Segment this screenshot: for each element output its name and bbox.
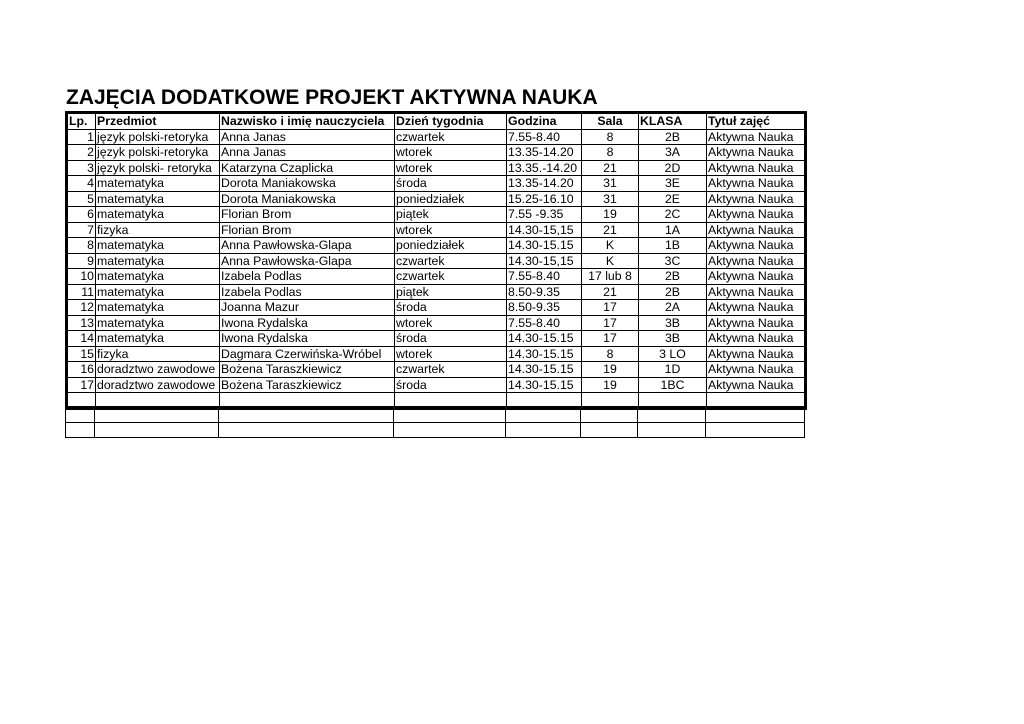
table-row bbox=[67, 315, 806, 331]
cell-dzien: poniedziałek bbox=[395, 191, 507, 207]
schedule-table bbox=[65, 111, 807, 410]
empty-cell bbox=[95, 422, 219, 438]
cell-przedmiot: matematyka bbox=[96, 207, 220, 223]
page-title: ZAJĘCIA DODATKOWE PROJEKT AKTYWNA NAUKA bbox=[66, 86, 598, 109]
column-header-dzien: Dzień tygodnia bbox=[395, 113, 507, 130]
cell-sala: K bbox=[582, 253, 639, 269]
cell-godzina: 14.30-15.15 bbox=[507, 362, 582, 378]
cell-godzina: 14.30-15,15 bbox=[507, 222, 582, 238]
cell-przedmiot: fizyka bbox=[96, 346, 220, 362]
cell-godzina: 14.30-15.15 bbox=[507, 346, 582, 362]
empty-cell bbox=[219, 422, 394, 438]
cell-lp: 16 bbox=[67, 362, 96, 378]
cell-tytul: Aktywna Nauka bbox=[707, 331, 806, 347]
cell-sala: 17 bbox=[582, 315, 639, 331]
cell-przedmiot: język polski- retoryka bbox=[96, 160, 220, 176]
cell-lp: 4 bbox=[67, 176, 96, 192]
empty-cell bbox=[506, 422, 581, 438]
cell-lp: 8 bbox=[67, 238, 96, 254]
cell-lp: 9 bbox=[67, 253, 96, 269]
table-row bbox=[67, 346, 806, 362]
cell-przedmiot: matematyka bbox=[96, 284, 220, 300]
cell-tytul: Aktywna Nauka bbox=[707, 207, 806, 223]
cell-przedmiot: matematyka bbox=[96, 238, 220, 254]
empty-cell bbox=[66, 422, 95, 438]
cell-godzina: 13.35.-14.20 bbox=[507, 160, 582, 176]
cell-tytul: Aktywna Nauka bbox=[707, 284, 806, 300]
cell-nauczyciel: Florian Brom bbox=[220, 207, 395, 223]
cell-nauczyciel: Bożena Taraszkiewicz bbox=[220, 377, 395, 393]
empty-cell bbox=[581, 422, 638, 438]
empty-cell bbox=[706, 407, 805, 423]
cell-dzien: czwartek bbox=[395, 269, 507, 285]
cell-przedmiot: matematyka bbox=[96, 269, 220, 285]
cell-godzina: 15.25-16.10 bbox=[507, 191, 582, 207]
cell-klasa: 3B bbox=[639, 315, 707, 331]
cell-dzien: wtorek bbox=[395, 315, 507, 331]
cell-tytul: Aktywna Nauka bbox=[707, 362, 806, 378]
cell-sala: 31 bbox=[582, 191, 639, 207]
cell-lp: 13 bbox=[67, 315, 96, 331]
cell-klasa: 2D bbox=[639, 160, 707, 176]
cell-nauczyciel: Dorota Maniakowska bbox=[220, 191, 395, 207]
cell-nauczyciel: Izabela Podlas bbox=[220, 269, 395, 285]
header-row bbox=[67, 113, 806, 130]
cell-godzina: 8.50-9.35 bbox=[507, 300, 582, 316]
cell-godzina: 13.35-14.20 bbox=[507, 176, 582, 192]
cell-dzien: czwartek bbox=[395, 253, 507, 269]
cell-nauczyciel: Anna Janas bbox=[220, 145, 395, 161]
column-header-lp: Lp. bbox=[67, 113, 96, 130]
cell-sala: 21 bbox=[582, 284, 639, 300]
cell-sala: 8 bbox=[582, 145, 639, 161]
cell-tytul: Aktywna Nauka bbox=[707, 160, 806, 176]
table-row bbox=[67, 269, 806, 285]
cell-nauczyciel: Iwona Rydalska bbox=[220, 331, 395, 347]
table-row bbox=[67, 362, 806, 378]
table-row bbox=[67, 300, 806, 316]
cell-dzien: czwartek bbox=[395, 362, 507, 378]
column-header-przedmiot: Przedmiot bbox=[96, 113, 220, 130]
empty-cell bbox=[706, 422, 805, 438]
cell-klasa: 1B bbox=[639, 238, 707, 254]
cell-sala: K bbox=[582, 238, 639, 254]
cell-tytul: Aktywna Nauka bbox=[707, 269, 806, 285]
column-header-tytul: Tytuł zajęć bbox=[707, 113, 806, 130]
cell-dzien: środa bbox=[395, 300, 507, 316]
cell-nauczyciel: Anna Pawłowska-Glapa bbox=[220, 238, 395, 254]
column-header-klasa: KLASA bbox=[639, 113, 707, 130]
cell-przedmiot: fizyka bbox=[96, 222, 220, 238]
table-row bbox=[67, 191, 806, 207]
cell-godzina: 7.55-8.40 bbox=[507, 315, 582, 331]
column-header-sala: Sala bbox=[582, 113, 639, 130]
cell-sala: 17 bbox=[582, 331, 639, 347]
cell-lp: 15 bbox=[67, 346, 96, 362]
cell-sala: 21 bbox=[582, 160, 639, 176]
cell-klasa: 3E bbox=[639, 176, 707, 192]
cell-tytul: Aktywna Nauka bbox=[707, 346, 806, 362]
cell-lp: 14 bbox=[67, 331, 96, 347]
cell-nauczyciel: Anna Pawłowska-Glapa bbox=[220, 253, 395, 269]
empty-row bbox=[66, 422, 805, 438]
cell-nauczyciel: Dagmara Czerwińska-Wróbel bbox=[220, 346, 395, 362]
cell-dzien: poniedziałek bbox=[395, 238, 507, 254]
table-row bbox=[67, 238, 806, 254]
cell-nauczyciel: Dorota Maniakowska bbox=[220, 176, 395, 192]
empty-cell bbox=[394, 407, 506, 423]
cell-tytul: Aktywna Nauka bbox=[707, 191, 806, 207]
table-row bbox=[67, 222, 806, 238]
cell-lp: 5 bbox=[67, 191, 96, 207]
cell-klasa: 2A bbox=[639, 300, 707, 316]
cell-godzina: 7.55 -9.35 bbox=[507, 207, 582, 223]
cell-lp: 3 bbox=[67, 160, 96, 176]
cell-dzien: wtorek bbox=[395, 346, 507, 362]
cell-tytul: Aktywna Nauka bbox=[707, 129, 806, 145]
cell-nauczyciel: Iwona Rydalska bbox=[220, 315, 395, 331]
cell-tytul: Aktywna Nauka bbox=[707, 315, 806, 331]
cell-dzien: środa bbox=[395, 176, 507, 192]
table-row bbox=[67, 176, 806, 192]
cell-przedmiot: język polski-retoryka bbox=[96, 145, 220, 161]
cell-klasa: 2E bbox=[639, 191, 707, 207]
cell-godzina: 7.55-8.40 bbox=[507, 129, 582, 145]
cell-nauczyciel: Florian Brom bbox=[220, 222, 395, 238]
cell-przedmiot: matematyka bbox=[96, 300, 220, 316]
cell-lp: 10 bbox=[67, 269, 96, 285]
cell-sala: 17 bbox=[582, 300, 639, 316]
empty-cell bbox=[66, 407, 95, 423]
cell-lp: 1 bbox=[67, 129, 96, 145]
cell-lp: 6 bbox=[67, 207, 96, 223]
empty-cell bbox=[506, 407, 581, 423]
table-row bbox=[67, 377, 806, 393]
cell-tytul: Aktywna Nauka bbox=[707, 300, 806, 316]
table-row bbox=[67, 160, 806, 176]
cell-klasa: 2C bbox=[639, 207, 707, 223]
cell-sala: 19 bbox=[582, 362, 639, 378]
cell-nauczyciel: Katarzyna Czaplicka bbox=[220, 160, 395, 176]
empty-cell bbox=[394, 422, 506, 438]
cell-dzien: wtorek bbox=[395, 222, 507, 238]
cell-godzina: 8.50-9.35 bbox=[507, 284, 582, 300]
cell-lp: 12 bbox=[67, 300, 96, 316]
cell-przedmiot: język polski-retoryka bbox=[96, 129, 220, 145]
cell-tytul: Aktywna Nauka bbox=[707, 238, 806, 254]
empty-cell bbox=[219, 407, 394, 423]
cell-lp: 11 bbox=[67, 284, 96, 300]
cell-godzina: 14.30-15.15 bbox=[507, 238, 582, 254]
column-header-nauczyciel: Nazwisko i imię nauczyciela bbox=[220, 113, 395, 130]
empty-cell bbox=[638, 407, 706, 423]
cell-przedmiot: matematyka bbox=[96, 253, 220, 269]
cell-tytul: Aktywna Nauka bbox=[707, 176, 806, 192]
cell-klasa: 3 LO bbox=[639, 346, 707, 362]
cell-godzina: 7.55-8.40 bbox=[507, 269, 582, 285]
cell-klasa: 3C bbox=[639, 253, 707, 269]
cell-klasa: 2B bbox=[639, 129, 707, 145]
cell-klasa: 2B bbox=[639, 269, 707, 285]
cell-dzien: piątek bbox=[395, 284, 507, 300]
cell-nauczyciel: Joanna Mazur bbox=[220, 300, 395, 316]
table-row bbox=[67, 145, 806, 161]
cell-przedmiot: matematyka bbox=[96, 176, 220, 192]
empty-cell bbox=[581, 407, 638, 423]
cell-klasa: 2B bbox=[639, 284, 707, 300]
cell-przedmiot: doradztwo zawodowe bbox=[96, 377, 220, 393]
cell-przedmiot: matematyka bbox=[96, 331, 220, 347]
cell-sala: 21 bbox=[582, 222, 639, 238]
cell-przedmiot: matematyka bbox=[96, 191, 220, 207]
empty-rows-table bbox=[65, 406, 805, 438]
cell-klasa: 3A bbox=[639, 145, 707, 161]
cell-lp: 17 bbox=[67, 377, 96, 393]
cell-dzien: wtorek bbox=[395, 160, 507, 176]
table-row bbox=[67, 207, 806, 223]
cell-sala: 19 bbox=[582, 207, 639, 223]
cell-tytul: Aktywna Nauka bbox=[707, 222, 806, 238]
cell-godzina: 14.30-15,15 bbox=[507, 253, 582, 269]
cell-tytul: Aktywna Nauka bbox=[707, 145, 806, 161]
cell-sala: 8 bbox=[582, 346, 639, 362]
table-row bbox=[67, 284, 806, 300]
cell-lp: 7 bbox=[67, 222, 96, 238]
cell-klasa: 3B bbox=[639, 331, 707, 347]
cell-klasa: 1A bbox=[639, 222, 707, 238]
cell-dzien: wtorek bbox=[395, 145, 507, 161]
cell-dzien: czwartek bbox=[395, 129, 507, 145]
cell-dzien: piątek bbox=[395, 207, 507, 223]
cell-tytul: Aktywna Nauka bbox=[707, 377, 806, 393]
cell-sala: 17 lub 8 bbox=[582, 269, 639, 285]
cell-nauczyciel: Bożena Taraszkiewicz bbox=[220, 362, 395, 378]
cell-nauczyciel: Izabela Podlas bbox=[220, 284, 395, 300]
empty-row bbox=[66, 407, 805, 423]
cell-sala: 8 bbox=[582, 129, 639, 145]
table-row bbox=[67, 129, 806, 145]
cell-przedmiot: matematyka bbox=[96, 315, 220, 331]
table-row bbox=[67, 331, 806, 347]
cell-przedmiot: doradztwo zawodowe bbox=[96, 362, 220, 378]
empty-cell bbox=[95, 407, 219, 423]
cell-klasa: 1D bbox=[639, 362, 707, 378]
cell-lp: 2 bbox=[67, 145, 96, 161]
cell-dzien: środa bbox=[395, 377, 507, 393]
cell-godzina: 13.35-14.20 bbox=[507, 145, 582, 161]
cell-godzina: 14.30-15.15 bbox=[507, 331, 582, 347]
cell-godzina: 14.30-15.15 bbox=[507, 377, 582, 393]
cell-dzien: środa bbox=[395, 331, 507, 347]
cell-sala: 19 bbox=[582, 377, 639, 393]
table-row bbox=[67, 253, 806, 269]
cell-sala: 31 bbox=[582, 176, 639, 192]
column-header-godzina: Godzina bbox=[507, 113, 582, 130]
cell-klasa: 1BC bbox=[639, 377, 707, 393]
cell-nauczyciel: Anna Janas bbox=[220, 129, 395, 145]
cell-tytul: Aktywna Nauka bbox=[707, 253, 806, 269]
empty-cell bbox=[638, 422, 706, 438]
